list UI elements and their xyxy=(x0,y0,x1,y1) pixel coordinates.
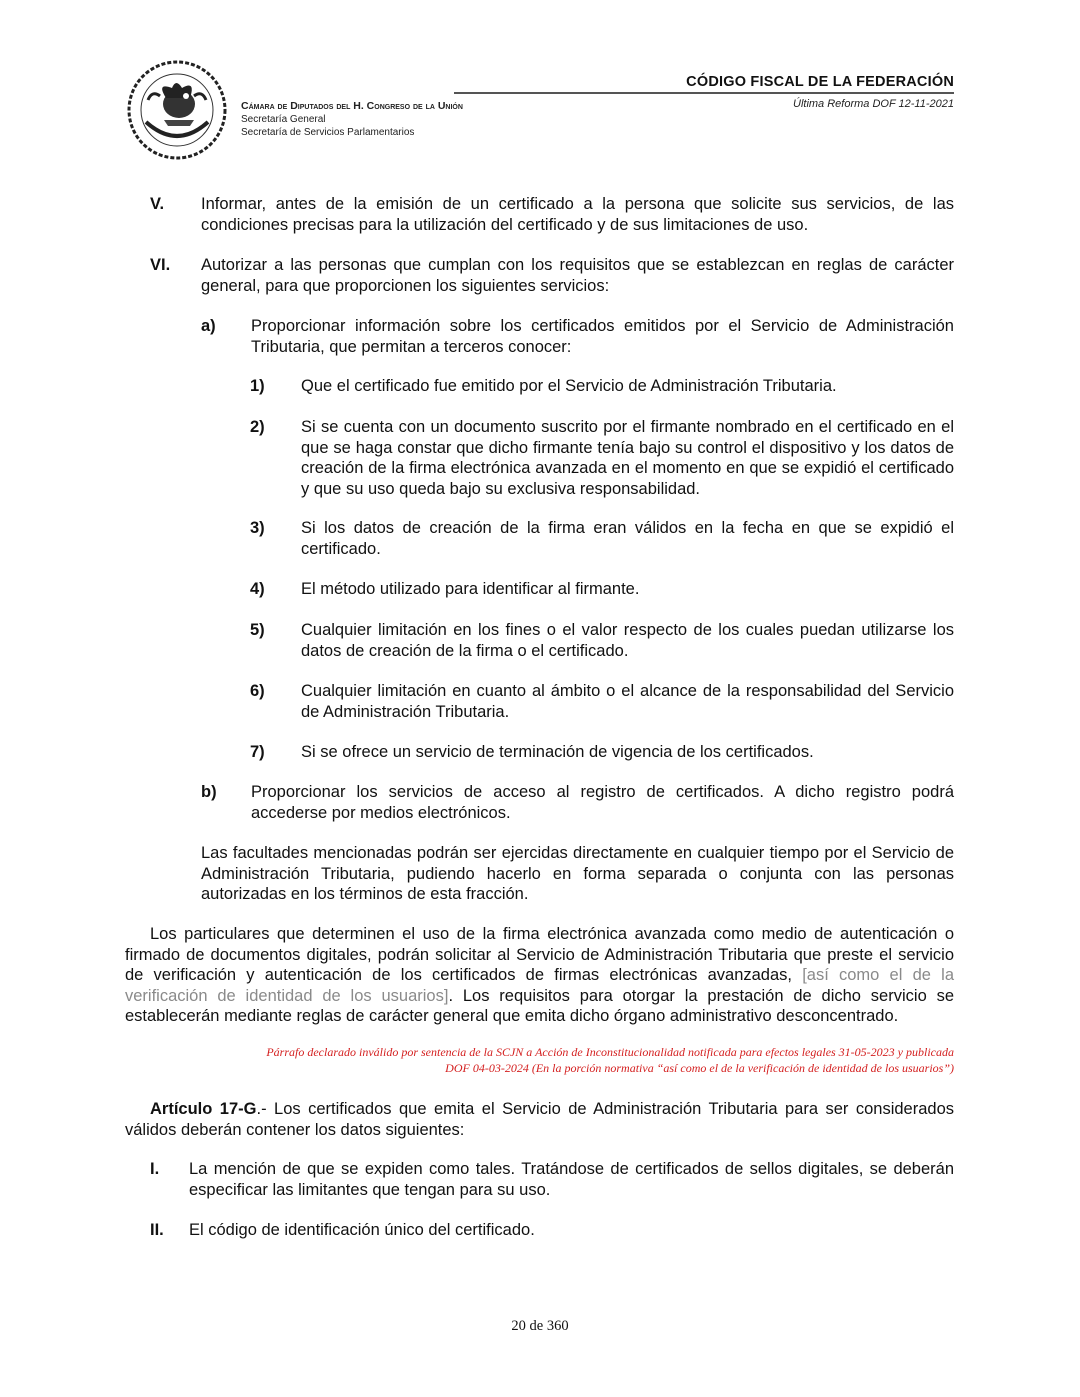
paragraph-part-1: Los particulares que determinen el uso de la firma electrónica avanzada como medio de autenticación o firmado de documentos digitales, podrán solicitar al Servicio de Administración Tributaria que preste el servicio de verificación y autenticación de los certificados de firmas electrónicas avanzadas, xyxy=(125,925,954,984)
article-fraction-i-text: La mención de que se expiden como tales. Tratándose de certificados de sellos digitales, se deberán especificar las limitantes que tengan para su uso. xyxy=(189,1160,954,1199)
header-institution xyxy=(241,100,463,139)
numbered-item-7-label: 7) xyxy=(250,743,265,761)
numbered-item-5-text: Cualquier limitación en los fines o el valor respecto de los cuales puedan utilizarse los datos de creación de la firma o el certificado. xyxy=(301,621,954,660)
numbered-item-7-text: Si se ofrece un servicio de terminación de vigencia de los certificados. xyxy=(301,743,814,761)
numbered-item-4-text: El método utilizado para identificar al firmante. xyxy=(301,580,640,598)
invalidity-note-line-1: Párrafo declarado inválido por sentencia de la SCJN a Acción de Inconstitucionalidad notificada para efectos legales 31-05-2023 y publicada xyxy=(266,1045,954,1059)
secretariat-services: Secretaría de Servicios Parlamentarios xyxy=(241,127,415,138)
last-reform: Última Reforma DOF 12-11-2021 xyxy=(793,98,954,110)
code-title: CÓDIGO FISCAL DE LA FEDERACIÓN xyxy=(686,74,954,90)
secretariat-general: Secretaría General xyxy=(241,114,326,125)
numbered-item-2-label: 2) xyxy=(250,418,265,436)
numbered-item-3-label: 3) xyxy=(250,519,265,537)
article-fraction-ii-text: El código de identificación único del certificado. xyxy=(189,1221,535,1239)
article-fraction-i-label: I. xyxy=(150,1160,160,1178)
invalidity-note xyxy=(126,1045,954,1076)
numbered-item-6-text: Cualquier limitación en cuanto al ámbito o el alcance de la responsabilidad del Servicio de Administración Tributaria. xyxy=(301,682,954,721)
paragraph-part-2: . Los requisitos para otorgar la prestación de dicho servicio se establecerán mediante reglas de carácter general que emita dicho órgano administrativo desconcentrado. xyxy=(125,986,955,1025)
subitem-a-label: a) xyxy=(201,317,216,335)
article-title-separator: .- xyxy=(256,1100,275,1118)
header-rule xyxy=(454,92,954,94)
numbered-item-2-text: Si se cuenta con un documento suscrito por el firmante nombrado en el certificado en el que se haga constar que dicho firmante tenía bajo su control el dispositivo y los datos de creación de la firma electrónica avanzada en el momento en que se expidió el certificado y que su uso queda bajo su exclusiva responsabilidad. xyxy=(301,418,954,498)
subitem-b-label: b) xyxy=(201,783,217,801)
coat-of-arms-seal xyxy=(126,60,228,160)
subitem-b-text: Proporcionar los servicios de acceso al registro de certificados. A dicho registro podrá accederse por medios electrónicos. xyxy=(251,783,954,822)
article-17g-intro xyxy=(125,1099,954,1140)
fraction-v-text: Informar, antes de la emisión de un certificado a la persona que solicite sus servicios, de las condiciones precisas para la utilización del certificado y de sus limitaciones de uso. xyxy=(201,195,954,234)
article-title: Artículo 17-G xyxy=(150,1100,257,1118)
article-text: Los certificados que emita el Servicio de Administración Tributaria para ser considerados válidos deberán contener los datos siguientes: xyxy=(125,1100,954,1139)
numbered-item-4-label: 4) xyxy=(250,580,265,598)
particulares-paragraph xyxy=(125,924,954,1027)
numbered-item-3-text: Si los datos de creación de la firma eran válidos en la fecha en que se expidió el certificado. xyxy=(301,519,954,558)
fraction-vi-label: VI. xyxy=(150,256,171,274)
numbered-item-1-label: 1) xyxy=(250,377,265,395)
invalidated-portion: [así como el de la verificación de identidad de los usuarios] xyxy=(125,966,954,1005)
page-number: 20 de 360 xyxy=(511,1318,569,1334)
fraction-v-label: V. xyxy=(150,195,165,213)
powers-paragraph: Las facultades mencionadas podrán ser ejercidas directamente en cualquier tiempo por el Servicio de Administración Tributaria, pudiendo hacerlo en forma separada o conjunta con las personas autorizadas en los términos de esta fracción. xyxy=(201,844,954,903)
numbered-item-5-label: 5) xyxy=(250,621,265,639)
header-document-title xyxy=(454,74,954,110)
numbered-item-6-label: 6) xyxy=(250,682,265,700)
fraction-vi-text: Autorizar a las personas que cumplan con los requisitos que se establezcan en reglas de carácter general, para que proporcionen los siguientes servicios: xyxy=(201,256,954,295)
chamber-name: Cámara de Diputados del H. Congreso de la Unión xyxy=(241,100,463,112)
invalidity-note-line-2: DOF 04-03-2024 (En la porción normativa “así como el de la verificación de identidad de los usuarios”) xyxy=(445,1060,954,1075)
article-fraction-ii-label: II. xyxy=(150,1221,164,1239)
numbered-item-1-text: Que el certificado fue emitido por el Servicio de Administración Tributaria. xyxy=(301,377,837,395)
subitem-a-text: Proporcionar información sobre los certificados emitidos por el Servicio de Administración Tributaria, que permitan a terceros conocer: xyxy=(251,317,954,356)
